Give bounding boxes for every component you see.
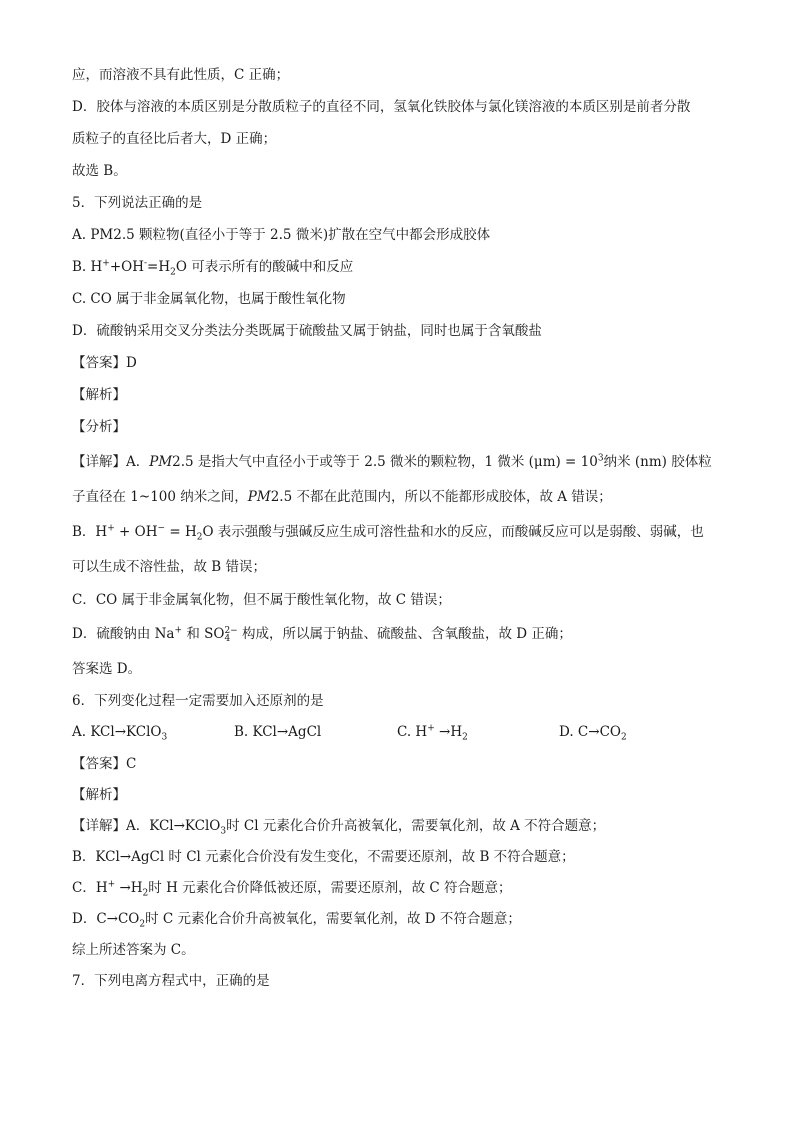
text-run: 2 [142,888,149,899]
analysis-label: 【解析】 [72,787,126,803]
detail-line [72,879,512,897]
text-run: + [107,523,115,534]
text-run: 时 H 元素化合价降低被还原，需要还原剂，故 C 符合题意； [148,880,512,896]
text-run: + [174,625,183,636]
text-line: 质粒子的直径比后者大，D 正确； [72,131,277,147]
text-run: + OH [114,524,158,540]
text-run: − [157,523,166,534]
question-6: 6．下列变化过程一定需要加入还原剂的是 [72,693,324,709]
q6-option-c [397,723,468,741]
detail-line [72,817,605,835]
text-run: 【详解】A． [72,454,150,470]
text-run: →H [115,880,143,896]
text-run: 纳米 (nm) 胶体粒 [603,454,712,470]
q6-option-a [72,723,167,741]
text-run: C．H [72,880,108,896]
text-line: 故选 B。 [72,163,127,179]
analysis-label: 【解析】 [72,387,126,403]
text-run: + [427,723,435,734]
text-run: →H [434,724,463,740]
text-run: PM [149,454,173,470]
detail-line [72,625,572,643]
detail-line: B．KCl→AgCl 时 Cl 元素化合价没有发生变化，不需要还原剂，故 B 不符合题意； [72,849,575,865]
text-run: D．硫酸钠由 Na [72,626,175,642]
detail-line: 综上所述答案为 C。 [72,942,195,958]
question-7: 7．下列电离方程式中，正确的是 [72,973,270,989]
text-run: 2 [139,919,146,930]
text-run: O 可表示所有的酸碱中和反应 [175,259,354,275]
q6-option-d [559,723,627,741]
text-run: 子直径在 1~100 纳米之间， [72,489,248,505]
detail-line [72,910,521,928]
detail-line [72,453,712,471]
text-run: 时 Cl 元素化合价升高被氧化，需要氧化剂，故 A 不符合题意； [226,818,606,834]
text-run: = H [165,524,197,540]
text-run: 2.5 不都在此范围内，所以不能都形成胶体，故 A 错误； [270,489,612,505]
text-run: 2− [224,625,238,636]
text-run: 2.5 是指大气中直径小于或等于 2.5 微米的颗粒物，1 微米 (μm) = 10 [172,454,598,470]
text-run: 4 [224,633,231,644]
detail-line: 答案选 D。 [72,661,142,677]
answer-label: 【答案】D [72,355,137,371]
text-run: 时 C 元素化合价升高被氧化，需要氧化剂，故 D 不符合题意； [145,911,521,927]
text-run: 2 [462,732,468,743]
question-5: 5．下列说法正确的是 [72,195,203,211]
text-line: 应，而溶液不具有此性质，C 正确； [72,67,290,83]
q5-option-c: C. CO 属于非金属氧化物，也属于酸性氧化物 [72,291,346,307]
q5-option-a: A. PM2.5 颗粒物(直径小于等于 2.5 微米)扩散在空气中都会形成胶体 [72,227,491,243]
detail-line: C．CO 属于非金属氧化物，但不属于酸性氧化物，故 C 错误； [72,592,451,608]
text-run: O 表示强酸与强碱反应生成可溶性盐和水的反应，而酸碱反应可以是弱酸、弱碱，也 [202,524,704,540]
text-run: D．C→CO [72,911,140,927]
text-line: D．胶体与溶液的本质区别是分散质粒子的直径不同，氢氧化铁胶体与氯化镁溶液的本质区别是前者分散 [72,99,691,115]
text-run: =H [147,259,171,275]
text-run: 3 [220,826,227,837]
text-run: B. H [72,259,103,275]
detail-line [72,523,704,541]
text-run: + [107,879,116,890]
text-run: +OH [109,259,144,275]
text-run: A. KCl→KClO [72,724,162,740]
q5-option-b: B. $H^++OH^-=H_2O$ 可表示所有的酸碱中和反应 [72,258,354,278]
text-run: C. H [397,724,428,740]
text-run: B．H [72,524,108,540]
q6-option-b: B. KCl→AgCl [234,724,322,740]
text-run: 构成，所以属于钠盐、硫酸盐、含氧酸盐，故 D 正确； [237,626,572,642]
detail-line [72,488,612,506]
text-run: 2 [196,532,203,543]
text-run: PM [247,489,271,505]
q5-option-d: D．硫酸钠采用交叉分类法分类既属于硫酸盐又属于钠盐，同时也属于含氧酸盐 [72,323,542,339]
text-run: 2 [620,732,627,743]
text-run: 3 [161,732,168,743]
answer-label: 【答案】C [72,756,137,772]
detail-line: 可以生成不溶性盐，故 B 错误； [72,559,267,575]
analysis-sub-label: 【分析】 [72,419,126,435]
text-run: 和 SO [182,626,225,642]
text-run: D. C→CO [559,724,621,740]
text-run: 【详解】A．KCl→KClO [72,818,221,834]
text-run: 3 [597,453,604,464]
